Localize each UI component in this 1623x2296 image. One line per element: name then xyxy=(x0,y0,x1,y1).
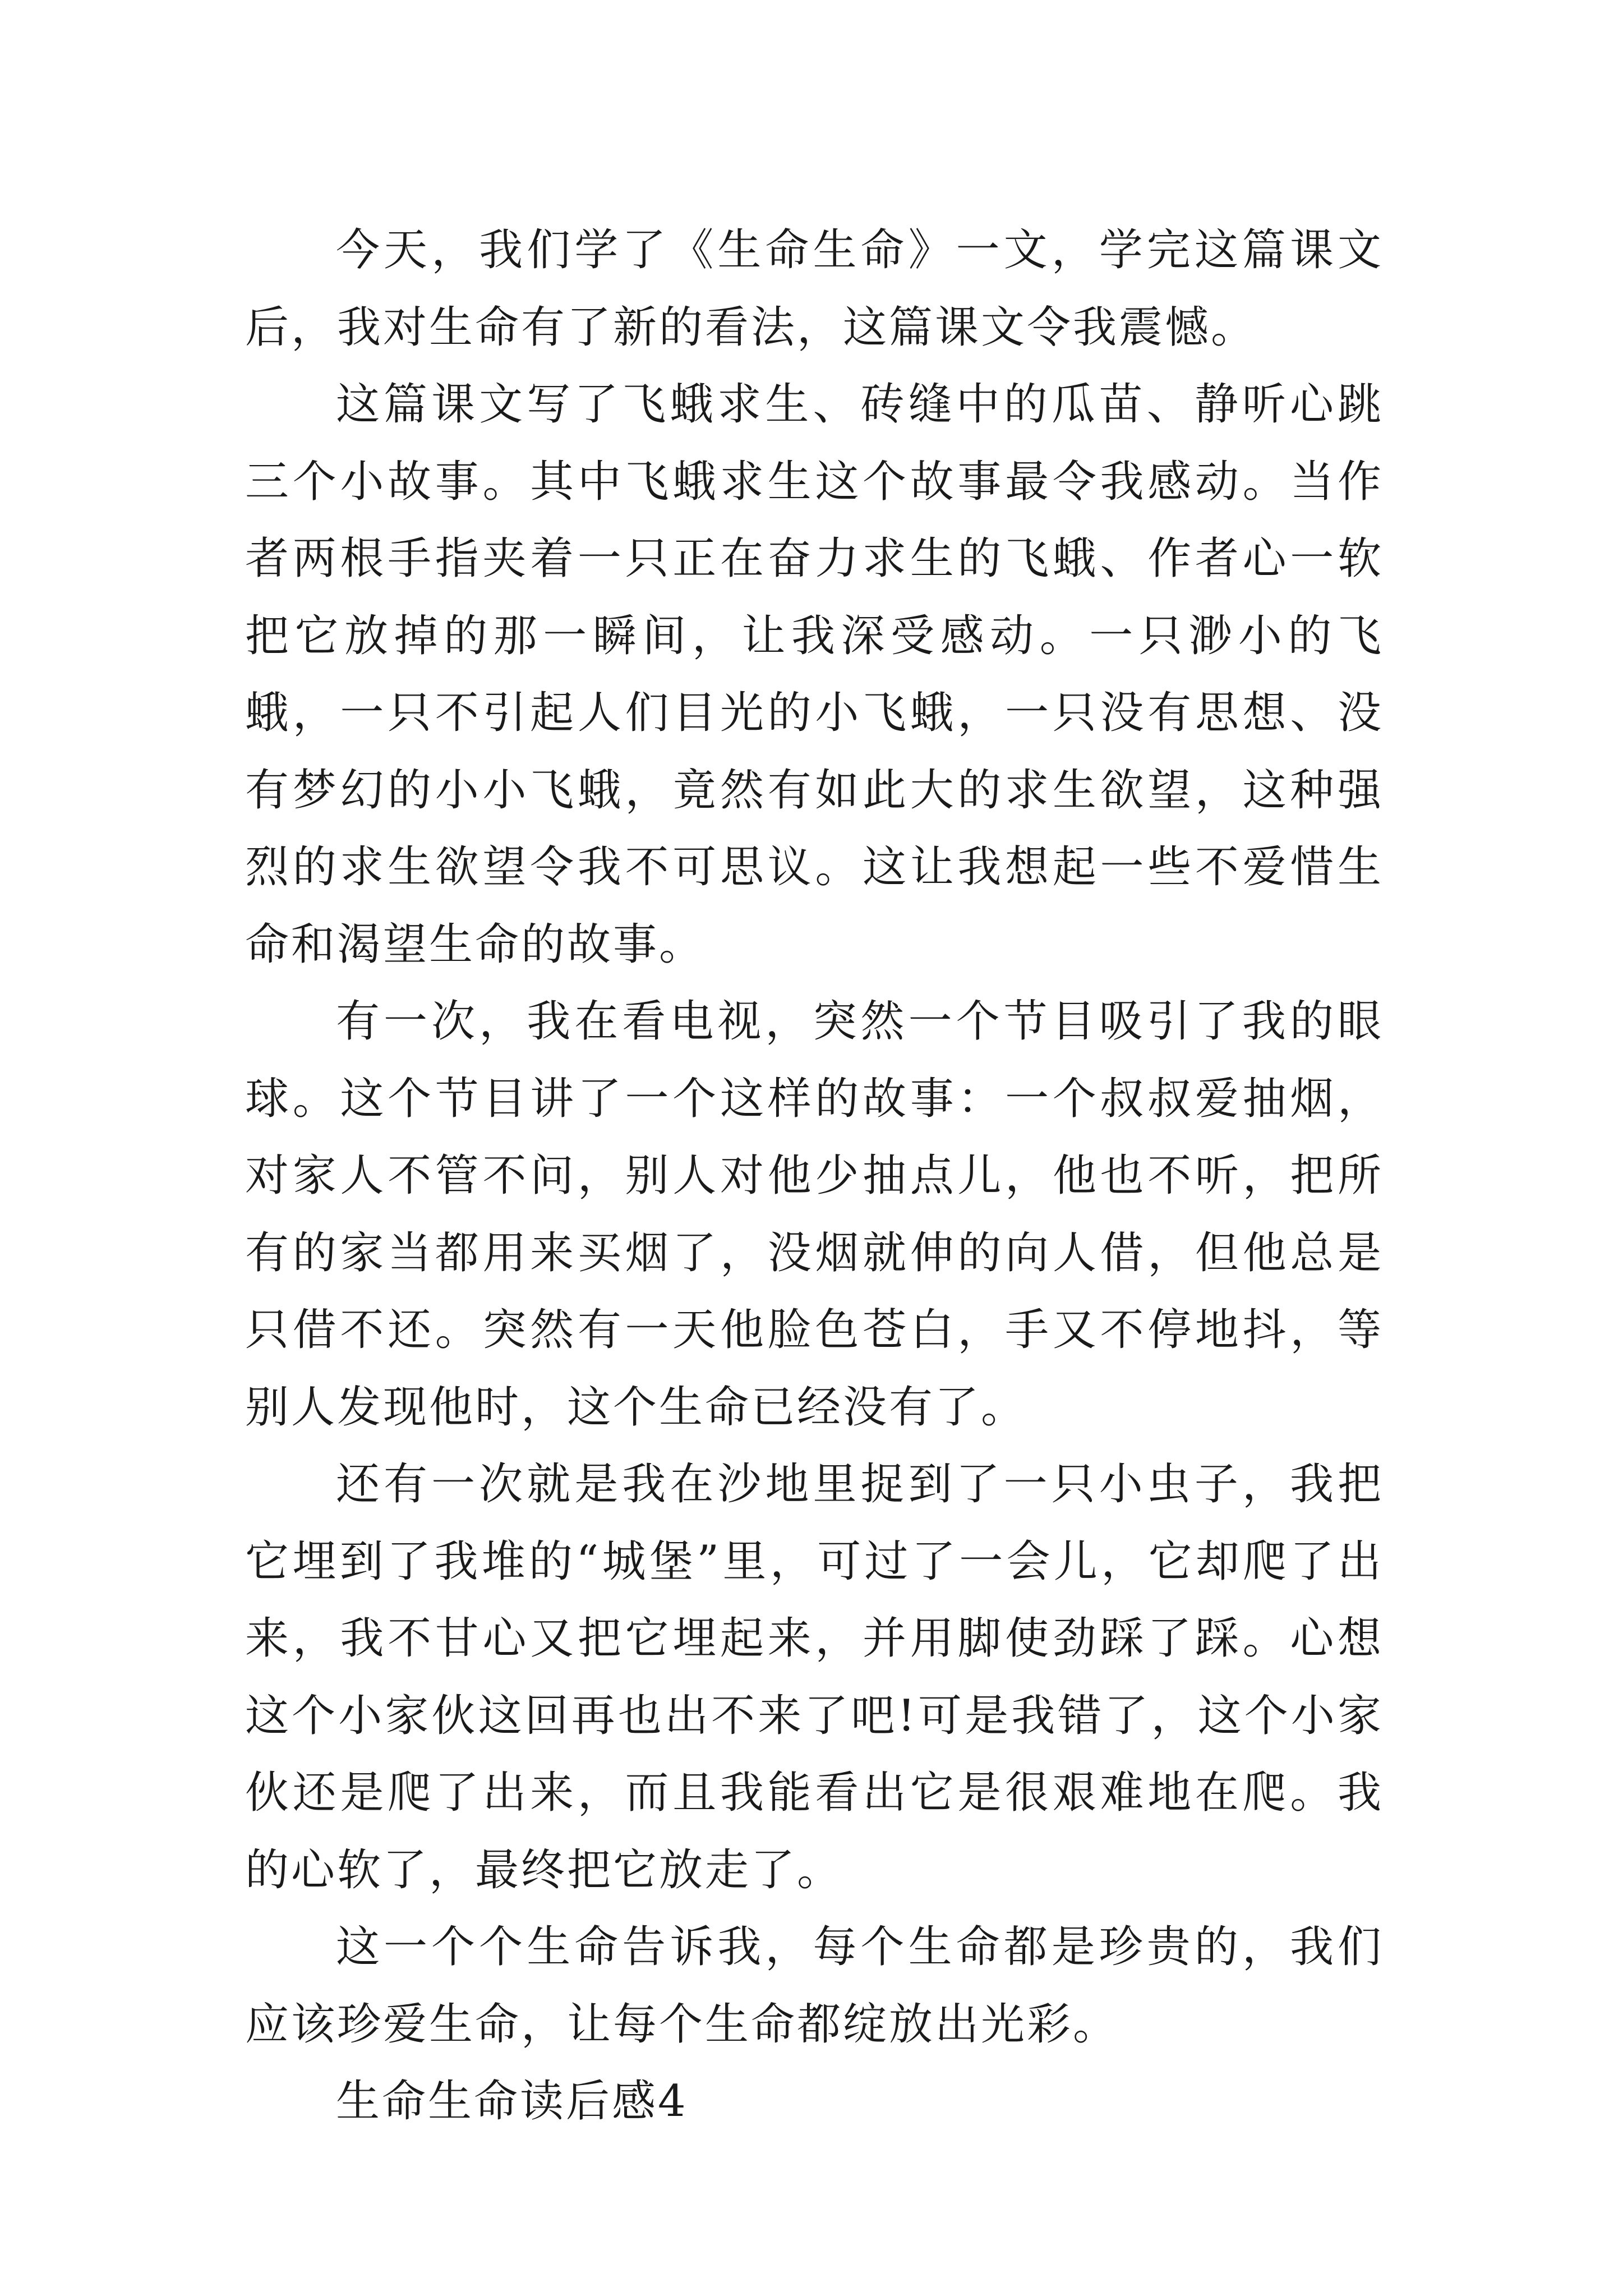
paragraph-1: 今天，我们学了《生命生命》一文，学完这篇课文后，我对生命有了新的看法，这篇课文令我震憾。 xyxy=(245,225,1384,353)
section-heading: 生命生命读后感4 xyxy=(336,2076,688,2127)
paragraph-2: 这篇课文写了飞蛾求生、砖缝中的瓜苗、静听心跳三个小故事。其中飞蛾求生这个故事最令我感动。当作者两根手指夹着一只正在奋力求生的飞蛾、作者心一软把它放掉的那一瞬间，让我深受感动。一只渺小的飞蛾，一只不引起人们目光的小飞蛾，一只没有思想、没有梦幻的小小飞蛾，竟然有如此大的求生欲望，这种强烈的求生欲望令我不可思议。这让我想起一些不爱惜生命和渴望生命的故事。 xyxy=(245,379,1384,970)
paragraph-3: 有一次，我在看电视，突然一个节目吸引了我的眼球。这个节目讲了一个这样的故事：一个叔叔爱抽烟，对家人不管不问，别人对他少抽点儿，他也不听，把所有的家当都用来买烟了，没烟就伸的向人借，但他总是只借不还。突然有一天他脸色苍白，手又不停地抖，等别人发现他时，这个生命已经没有了。 xyxy=(245,996,1384,1433)
document-body xyxy=(245,212,1384,2141)
paragraph-4: 还有一次就是我在沙地里捉到了一只小虫子，我把它埋到了我堆的“城堡”里，可过了一会儿，它却爬了出来，我不甘心又把它埋起来，并用脚使劲踩了踩。心想这个小家伙这回再也出不来了吧!可是我错了，这个小家伙还是爬了出来，而且我能看出它是很艰难地在爬。我的心软了，最终把它放走了。 xyxy=(245,1459,1384,1895)
paragraph-5: 这一个个生命告诉我，每个生命都是珍贵的，我们应该珍爱生命，让每个生命都绽放出光彩。 xyxy=(245,1922,1384,2050)
